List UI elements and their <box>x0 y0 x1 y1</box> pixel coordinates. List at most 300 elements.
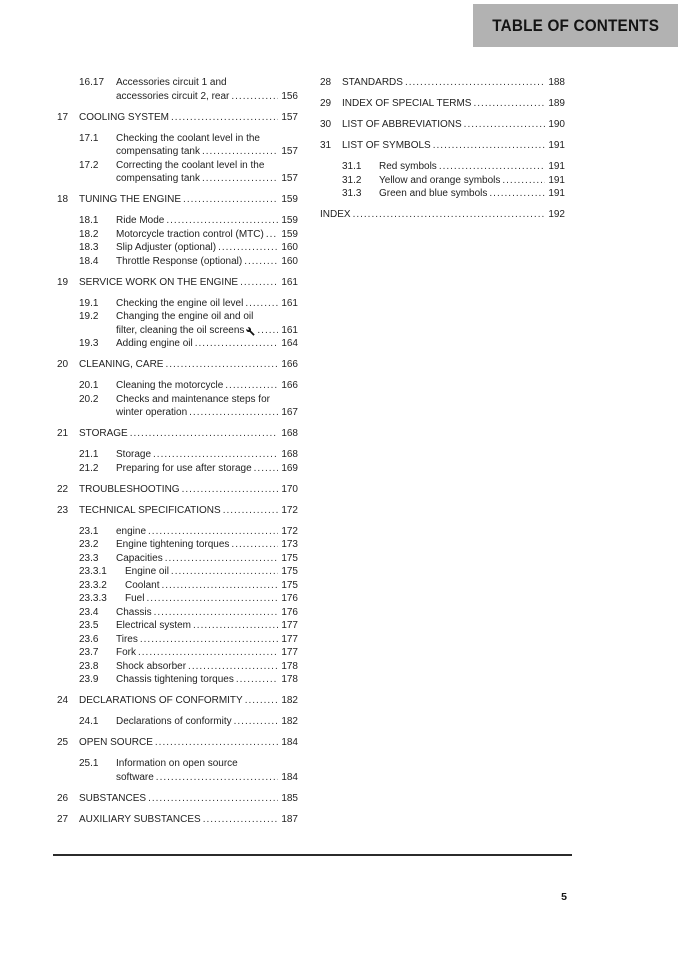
toc-entry-page: 191 <box>548 161 565 172</box>
toc-entry-18[interactable] <box>57 193 298 207</box>
page-banner <box>473 4 678 47</box>
toc-entry-title: Yellow and orange symbols <box>379 174 501 186</box>
toc-entry-title: Cleaning the motorcycle <box>116 380 224 391</box>
toc-entry-23[interactable] <box>57 504 298 518</box>
toc-entry-22[interactable] <box>57 483 298 497</box>
toc-entry-title: Throttle Response (optional) <box>116 255 243 267</box>
dot-leader <box>156 771 279 785</box>
toc-entry-number: 19 <box>57 276 69 288</box>
toc-entry-number: 23.8 <box>79 660 99 672</box>
toc-entry-line <box>342 139 565 153</box>
toc-entry-page: 159 <box>281 194 298 205</box>
toc-entry-number: 27 <box>57 813 69 825</box>
toc-entry-line <box>116 132 298 146</box>
toc-entry-page: 160 <box>281 255 298 267</box>
toc-entry-number: 30 <box>320 119 332 130</box>
toc-entry-number: 18.4 <box>79 255 99 267</box>
toc-entry-body <box>342 118 565 132</box>
toc-entry-body <box>116 228 298 242</box>
toc-entry-number: 23.3.2 <box>79 579 107 591</box>
dot-leader <box>218 241 278 255</box>
toc-entry-body <box>116 297 298 311</box>
toc-column-left <box>57 76 298 834</box>
dot-leader <box>502 174 545 188</box>
toc-entry-line <box>379 174 565 188</box>
toc-entry-title: LIST OF SYMBOLS <box>342 140 431 151</box>
toc-entry-title: Chassis tightening torques <box>116 674 234 685</box>
toc-entry-page: 161 <box>281 297 298 309</box>
dot-leader <box>266 228 279 242</box>
toc-entry-body <box>116 525 298 539</box>
toc-entry-title: Declarations of conformity <box>116 716 232 727</box>
toc-entry-number: 20.2 <box>79 393 99 405</box>
toc-entry-31[interactable] <box>320 139 565 153</box>
toc-entry-number: 17.1 <box>79 132 99 144</box>
toc-entry-title: OPEN SOURCE <box>79 737 153 748</box>
toc-entry-page: 191 <box>548 140 565 151</box>
toc-entry-body <box>116 310 298 337</box>
toc-entry-title: INDEX OF SPECIAL TERMS <box>342 98 472 109</box>
dot-leader <box>171 565 278 579</box>
toc-entry-line <box>116 619 298 633</box>
toc-entry-page: 172 <box>281 504 298 516</box>
toc-entry-body <box>79 111 298 125</box>
toc-entry-26[interactable] <box>57 792 298 806</box>
toc-entry-body <box>116 462 298 476</box>
toc-entry-number: 17.2 <box>79 159 99 171</box>
toc-entry-line <box>116 406 298 420</box>
dot-leader <box>193 619 278 633</box>
toc-entry-page: 172 <box>281 525 298 537</box>
toc-entry-19-3[interactable] <box>57 337 298 351</box>
toc-entry-line <box>116 673 298 687</box>
toc-entry-line <box>320 208 565 222</box>
toc-entry-title: SUBSTANCES <box>79 792 147 804</box>
toc-entry-body <box>116 379 298 393</box>
toc-entry-line <box>116 172 298 186</box>
toc-entry-line <box>116 214 298 228</box>
toc-entry-title: Engine oil <box>125 566 169 577</box>
toc-entry-index[interactable] <box>320 208 565 222</box>
toc-entry-line <box>79 736 298 750</box>
toc-entry-body <box>116 132 298 159</box>
footer-rule <box>53 854 572 856</box>
toc-entry-line <box>342 97 565 111</box>
toc-entry-page: 173 <box>281 539 298 550</box>
toc-entry-title: Shock absorber <box>116 660 187 672</box>
toc-entry-page: 177 <box>281 620 298 631</box>
page-number: 5 <box>561 891 567 903</box>
toc-entry-number: 19.2 <box>79 311 99 322</box>
toc-entry-line <box>125 579 298 593</box>
toc-entry-body <box>116 214 298 228</box>
toc-entry-17[interactable] <box>57 111 298 125</box>
toc-entry-title: software <box>116 771 154 783</box>
toc-entry-page: 187 <box>281 813 298 825</box>
wrench-icon <box>246 327 255 336</box>
toc-entry-body <box>342 139 565 153</box>
toc-entry-title: compensating tank <box>116 173 200 184</box>
dot-leader <box>165 552 279 566</box>
toc-entry-30[interactable] <box>320 118 565 132</box>
toc-entry-title: TUNING THE ENGINE <box>79 194 182 205</box>
toc-entry-page: 178 <box>281 674 298 685</box>
toc-entry-line <box>125 565 298 579</box>
toc-entry-17-1[interactable] <box>57 132 298 159</box>
toc-entry-number: 23.2 <box>79 539 99 550</box>
toc-entry-title: Changing the engine oil and oil <box>116 311 254 322</box>
toc-entry-line <box>116 379 298 393</box>
toc-entry-title: COOLING SYSTEM <box>79 111 170 123</box>
toc-entry-21-1[interactable] <box>57 448 298 462</box>
dot-leader <box>405 76 545 90</box>
toc-entry-line <box>79 694 298 708</box>
dot-leader <box>203 813 279 827</box>
toc-entry-body <box>125 565 298 579</box>
toc-entry-number: 23 <box>57 504 69 516</box>
toc-entry-title: compensating tank <box>116 146 200 157</box>
toc-entry-body <box>116 646 298 660</box>
toc-entry-title: Correcting the coolant level in the <box>116 159 265 171</box>
toc-entry-title: engine <box>116 525 147 537</box>
toc-entry-body <box>342 76 565 90</box>
toc-entry-line <box>125 592 298 606</box>
toc-entry-number: 23.1 <box>79 525 99 537</box>
toc-entry-number: 25 <box>57 737 69 748</box>
toc-entry-number: 28 <box>320 77 332 88</box>
toc-entry-line <box>79 358 298 372</box>
toc-entry-body <box>379 160 565 174</box>
toc-entry-number: 22 <box>57 483 69 495</box>
toc-entry-page: 185 <box>281 792 298 804</box>
toc-entry-23-9[interactable] <box>57 673 298 687</box>
toc-entry-body <box>79 792 298 806</box>
dot-leader <box>225 379 278 393</box>
toc-entry-page: 182 <box>281 716 298 727</box>
dot-leader <box>240 276 278 290</box>
toc-entry-number: 18 <box>57 194 69 205</box>
dot-leader <box>244 255 278 269</box>
toc-entry-18-4[interactable] <box>57 255 298 269</box>
toc-entry-body <box>379 174 565 188</box>
toc-entry-body <box>116 241 298 255</box>
toc-entry-20-2[interactable] <box>57 393 298 420</box>
toc-entry-number: 31.2 <box>342 174 362 186</box>
toc-entry-page: 176 <box>281 606 298 618</box>
toc-entry-number: 18.1 <box>79 215 99 226</box>
toc-entry-line <box>116 757 298 771</box>
toc-entry-line <box>116 310 298 324</box>
toc-entry-title: Fork <box>116 647 136 658</box>
toc-entry-23-3-2[interactable] <box>57 579 298 593</box>
toc-entry-body <box>342 97 565 111</box>
toc-entry-title: Checking the coolant level in the <box>116 132 260 144</box>
toc-entry-page: 164 <box>281 338 298 349</box>
toc-entry-title: Motorcycle traction control (MTC) <box>116 228 264 240</box>
toc-entry-title: Electrical system <box>116 620 192 631</box>
toc-entry-page: 191 <box>548 174 565 186</box>
dot-leader <box>148 525 278 539</box>
toc-entry-title: INDEX <box>320 209 351 220</box>
toc-entry-page: 188 <box>548 77 565 88</box>
toc-entry-number: 18.2 <box>79 228 99 240</box>
toc-entry-23-8[interactable] <box>57 660 298 674</box>
dot-leader <box>161 579 278 593</box>
toc-entry-title: Storage <box>116 449 152 460</box>
toc-entry-page: 175 <box>281 552 298 564</box>
toc-entry-line <box>116 715 298 729</box>
toc-entry-18-2[interactable] <box>57 228 298 242</box>
toc-entry-page: 182 <box>281 695 298 706</box>
dot-leader <box>153 448 278 462</box>
toc-entry-title: DECLARATIONS OF CONFORMITY <box>79 695 243 706</box>
toc-entry-24-1[interactable] <box>57 715 298 729</box>
toc-entry-17-2[interactable] <box>57 159 298 186</box>
toc-entry-line <box>79 813 298 827</box>
toc-entry-number: 23.3.3 <box>79 593 107 604</box>
toc-entry-title: STANDARDS <box>342 77 403 88</box>
toc-entry-page: 166 <box>281 359 298 370</box>
dot-leader <box>140 633 278 647</box>
dot-leader <box>234 715 279 729</box>
dot-leader <box>231 90 278 104</box>
toc-entry-line <box>116 462 298 476</box>
dot-leader <box>464 118 546 132</box>
toc-entry-page: 157 <box>281 146 298 157</box>
dot-leader <box>257 324 278 338</box>
toc-entry-20[interactable] <box>57 358 298 372</box>
toc-entry-31-3[interactable] <box>320 187 565 201</box>
toc-entry-body <box>116 619 298 633</box>
toc-entry-body <box>79 193 298 207</box>
toc-entry-title: STORAGE <box>79 428 128 439</box>
toc-entry-28[interactable] <box>320 76 565 90</box>
toc-entry-27[interactable] <box>57 813 298 827</box>
dot-leader <box>254 462 279 476</box>
toc-entry-line <box>379 187 565 201</box>
toc-entry-18-3[interactable] <box>57 241 298 255</box>
toc-entry-page: 159 <box>281 228 298 240</box>
toc-entry-23-3[interactable] <box>57 552 298 566</box>
toc-entry-body <box>116 448 298 462</box>
toc-entry-number: 24 <box>57 695 69 706</box>
toc-entry-page: 161 <box>281 276 298 288</box>
toc-entry-page: 184 <box>281 737 298 748</box>
toc-entry-title: TROUBLESHOOTING <box>79 483 180 495</box>
dot-leader <box>166 214 278 228</box>
toc-entry-25-1[interactable] <box>57 757 298 784</box>
toc-entry-title: Ride Mode <box>116 215 165 226</box>
toc-entry-page: 160 <box>281 242 298 253</box>
dot-leader <box>433 139 546 153</box>
toc-entry-number: 18.3 <box>79 242 99 253</box>
toc-entry-body <box>116 606 298 620</box>
toc-entry-page: 157 <box>281 173 298 184</box>
toc-entry-number: 23.4 <box>79 606 99 618</box>
toc-entry-number: 16.17 <box>79 77 105 88</box>
toc-entry-page: 178 <box>281 660 298 672</box>
toc-entry-page: 176 <box>281 593 298 604</box>
toc-entry-page: 184 <box>281 771 298 783</box>
toc-entry-25[interactable] <box>57 736 298 750</box>
toc-entry-title: Preparing for use after storage <box>116 462 252 474</box>
toc-entry-body <box>116 715 298 729</box>
toc-entry-line <box>116 633 298 647</box>
toc-entry-line <box>116 159 298 173</box>
toc-entry-title: Slip Adjuster (optional) <box>116 242 217 253</box>
toc-entry-19-2[interactable] <box>57 310 298 337</box>
dot-leader <box>148 792 278 806</box>
toc-entry-19-1[interactable] <box>57 297 298 311</box>
toc-entry-31-2[interactable] <box>320 174 565 188</box>
toc-entry-21-2[interactable] <box>57 462 298 476</box>
toc-entry-number: 23.3 <box>79 552 99 564</box>
toc-entry-line <box>116 76 298 90</box>
toc-entry-page: 175 <box>281 566 298 577</box>
toc-entry-line <box>379 160 565 174</box>
dot-leader <box>236 673 278 687</box>
toc-entry-body <box>379 187 565 201</box>
toc-entry-body <box>79 694 298 708</box>
dot-leader <box>138 646 278 660</box>
toc-entry-page: 191 <box>548 188 565 199</box>
toc-entry-page: 159 <box>281 215 298 226</box>
dot-leader <box>473 97 545 111</box>
toc-entry-number: 26 <box>57 792 69 804</box>
toc-entry-body <box>116 673 298 687</box>
toc-entry-23-5[interactable] <box>57 619 298 633</box>
toc-entry-24[interactable] <box>57 694 298 708</box>
toc-entry-line <box>116 393 298 407</box>
toc-entry-23-3-3[interactable] <box>57 592 298 606</box>
toc-entry-line <box>116 297 298 311</box>
toc-entry-title: accessories circuit 2, rear <box>116 90 230 102</box>
toc-entry-body <box>79 276 298 290</box>
toc-entry-page: 177 <box>281 633 298 645</box>
toc-entry-number: 25.1 <box>79 758 99 769</box>
toc-entry-page: 156 <box>281 90 298 102</box>
toc-entry-16-17[interactable] <box>57 76 298 103</box>
toc-entry-number: 24.1 <box>79 716 99 727</box>
toc-entry-title: Accessories circuit 1 and <box>116 77 227 88</box>
toc-entry-line <box>116 660 298 674</box>
toc-entry-line <box>79 111 298 125</box>
toc-entry-29[interactable] <box>320 97 565 111</box>
toc-entry-body <box>79 813 298 827</box>
toc-entry-body <box>79 483 298 497</box>
toc-entry-title: TECHNICAL SPECIFICATIONS <box>79 504 221 516</box>
toc-entry-page: 190 <box>548 119 565 130</box>
dot-leader <box>231 538 278 552</box>
dot-leader <box>223 504 279 518</box>
toc-entry-title: Tires <box>116 633 138 645</box>
toc-entry-line <box>79 193 298 207</box>
toc-entry-line <box>116 606 298 620</box>
toc-entry-line <box>116 228 298 242</box>
toc-entry-21[interactable] <box>57 427 298 441</box>
toc-entry-line <box>79 483 298 497</box>
toc-entry-number: 23.9 <box>79 674 99 685</box>
toc-entry-page: 168 <box>281 449 298 460</box>
toc-entry-number: 29 <box>320 98 332 109</box>
dot-leader <box>171 111 278 125</box>
dot-leader <box>245 297 278 311</box>
toc-entry-23-2[interactable] <box>57 538 298 552</box>
toc-entry-body <box>116 552 298 566</box>
dot-leader <box>130 427 279 441</box>
toc-entry-23-3-1[interactable] <box>57 565 298 579</box>
toc-entry-line <box>342 118 565 132</box>
toc-entry-line <box>116 324 298 338</box>
toc-entry-31-1[interactable] <box>320 160 565 174</box>
toc-entry-number: 31.1 <box>342 161 362 172</box>
dot-leader <box>155 736 278 750</box>
toc-entry-number: 21 <box>57 428 69 439</box>
toc-entry-number: 17 <box>57 111 69 123</box>
toc-entry-number: 23.3.1 <box>79 566 107 577</box>
dot-leader <box>202 145 278 159</box>
toc-entry-page: 161 <box>281 324 298 336</box>
toc-entry-23-7[interactable] <box>57 646 298 660</box>
toc-entry-title: Green and blue symbols <box>379 188 488 199</box>
toc-entry-title: Information on open source <box>116 758 238 769</box>
toc-entry-title: Capacities <box>116 552 163 564</box>
toc-entry-body <box>116 76 298 103</box>
toc-entry-line <box>116 145 298 159</box>
toc-entry-23-4[interactable] <box>57 606 298 620</box>
toc-entry-page: 166 <box>281 380 298 391</box>
toc-entry-line <box>79 792 298 806</box>
dot-leader <box>183 193 278 207</box>
toc-entry-number: 19.1 <box>79 297 99 309</box>
toc-entry-line <box>116 646 298 660</box>
table-of-contents <box>57 76 565 834</box>
toc-entry-line <box>116 337 298 351</box>
toc-entry-line <box>79 276 298 290</box>
toc-entry-line <box>79 427 298 441</box>
toc-entry-line <box>116 90 298 104</box>
toc-entry-number: 31 <box>320 140 332 151</box>
toc-entry-23-6[interactable] <box>57 633 298 647</box>
toc-entry-number: 21.1 <box>79 449 99 460</box>
toc-entry-number: 23.6 <box>79 633 99 645</box>
toc-entry-page: 189 <box>548 98 565 109</box>
toc-entry-line <box>116 771 298 785</box>
toc-entry-line <box>342 76 565 90</box>
toc-column-right <box>320 76 565 834</box>
toc-entry-line <box>116 255 298 269</box>
toc-entry-line <box>116 538 298 552</box>
toc-entry-number: 31.3 <box>342 188 362 199</box>
toc-entry-19[interactable] <box>57 276 298 290</box>
toc-entry-page: 167 <box>281 407 298 418</box>
toc-entry-18-1[interactable] <box>57 214 298 228</box>
toc-entry-page: 192 <box>548 209 565 220</box>
toc-entry-title: winter operation <box>116 407 188 418</box>
toc-entry-number: 23.7 <box>79 647 99 658</box>
toc-entry-20-1[interactable] <box>57 379 298 393</box>
toc-entry-body <box>79 358 298 372</box>
toc-entry-body <box>79 427 298 441</box>
toc-entry-body <box>116 660 298 674</box>
toc-entry-body <box>125 579 298 593</box>
toc-entry-body <box>116 633 298 647</box>
toc-entry-title: Red symbols <box>379 161 437 172</box>
toc-entry-23-1[interactable] <box>57 525 298 539</box>
toc-entry-page: 177 <box>281 647 298 658</box>
toc-entry-body <box>79 736 298 750</box>
toc-entry-line <box>116 448 298 462</box>
